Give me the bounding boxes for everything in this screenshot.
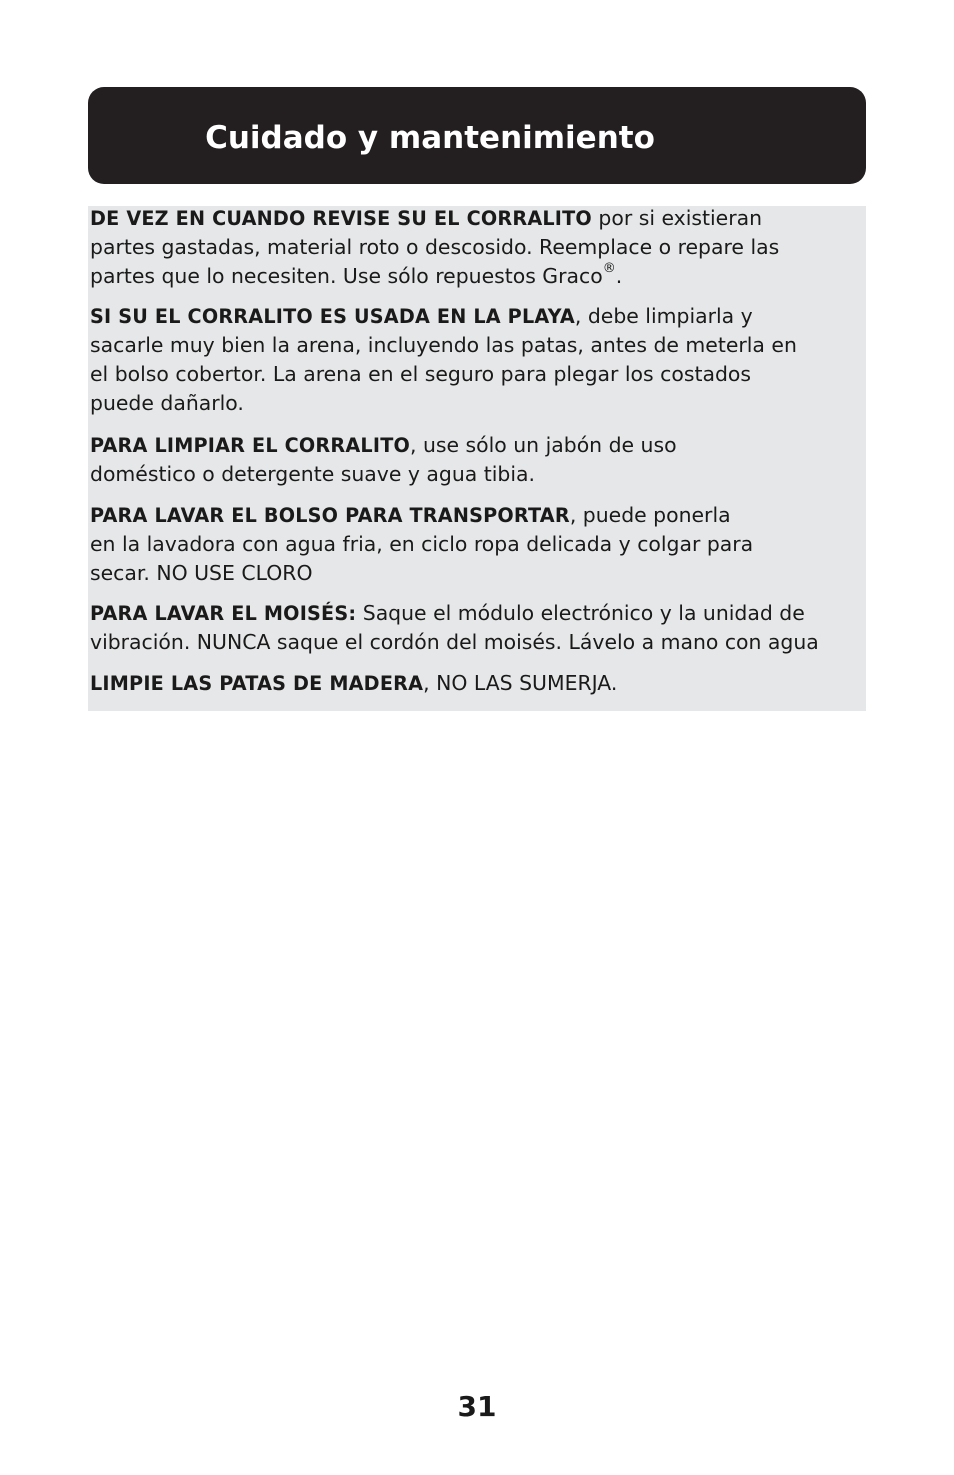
care-instructions-box (88, 206, 866, 711)
page-number: 31 (457, 1390, 497, 1423)
paragraph-wood-legs (90, 669, 617, 698)
paragraph-line: en la lavadora con agua fria, en ciclo ropa delicada y colgar para (90, 532, 754, 556)
paragraph-line (90, 262, 779, 291)
paragraph-wash-bassinet (90, 599, 819, 657)
paragraph-line (90, 599, 819, 628)
paragraph-lead: PARA LAVAR EL MOISÉS: (90, 602, 357, 625)
paragraph-lead: LIMPIE LAS PATAS DE MADERA (90, 672, 424, 695)
paragraph-lead: PARA LIMPIAR EL CORRALITO (90, 434, 410, 457)
paragraph-line (90, 669, 617, 698)
paragraph-line: doméstico o detergente suave y agua tibia. (90, 462, 535, 486)
paragraph-text: , NO LAS SUMERJA. (423, 671, 618, 695)
paragraph-line: puede dañarlo. (90, 391, 244, 415)
paragraph-lead: PARA LAVAR EL BOLSO PARA TRANSPORTAR (90, 504, 570, 527)
paragraph-beach (90, 302, 797, 418)
paragraph-text: , use sólo un jabón de uso (410, 433, 677, 457)
paragraph-inspect (90, 204, 779, 291)
paragraph-line (90, 204, 779, 233)
paragraph-text: por si existieran (591, 206, 763, 230)
paragraph-text: Saque el módulo electrónico y la unidad de (356, 601, 805, 625)
paragraph-lead: SI SU EL CORRALITO ES USADA EN LA PLAYA (90, 305, 575, 328)
paragraph-line: sacarle muy bien la arena, incluyendo las patas, antes de meterla en (90, 333, 797, 357)
paragraph-line (90, 302, 797, 331)
paragraph-line (90, 501, 753, 530)
section-title-bar (88, 87, 866, 184)
paragraph-text: partes que lo necesiten. Use sólo repuestos Graco (90, 264, 603, 288)
paragraph-clean-playard (90, 431, 677, 489)
registered-trademark: ® (602, 261, 616, 277)
paragraph-text: . (615, 264, 623, 288)
paragraph-line (90, 431, 677, 460)
paragraph-text: , debe limpiarla y (574, 304, 753, 328)
paragraph-line: vibración. NUNCA saque el cordón del moisés. Lávelo a mano con agua (90, 630, 819, 654)
paragraph-text: , puede ponerla (569, 503, 731, 527)
paragraph-line: el bolso cobertor. La arena en el seguro para plegar los costados (90, 362, 751, 386)
paragraph-wash-bag (90, 501, 753, 588)
paragraph-lead: DE VEZ EN CUANDO REVISE SU EL CORRALITO (90, 207, 592, 230)
paragraph-line: partes gastadas, material roto o descosido. Reemplace o repare las (90, 235, 780, 259)
page-title: Cuidado y mantenimiento (205, 119, 655, 156)
paragraph-line: secar. NO USE CLORO (90, 561, 313, 585)
